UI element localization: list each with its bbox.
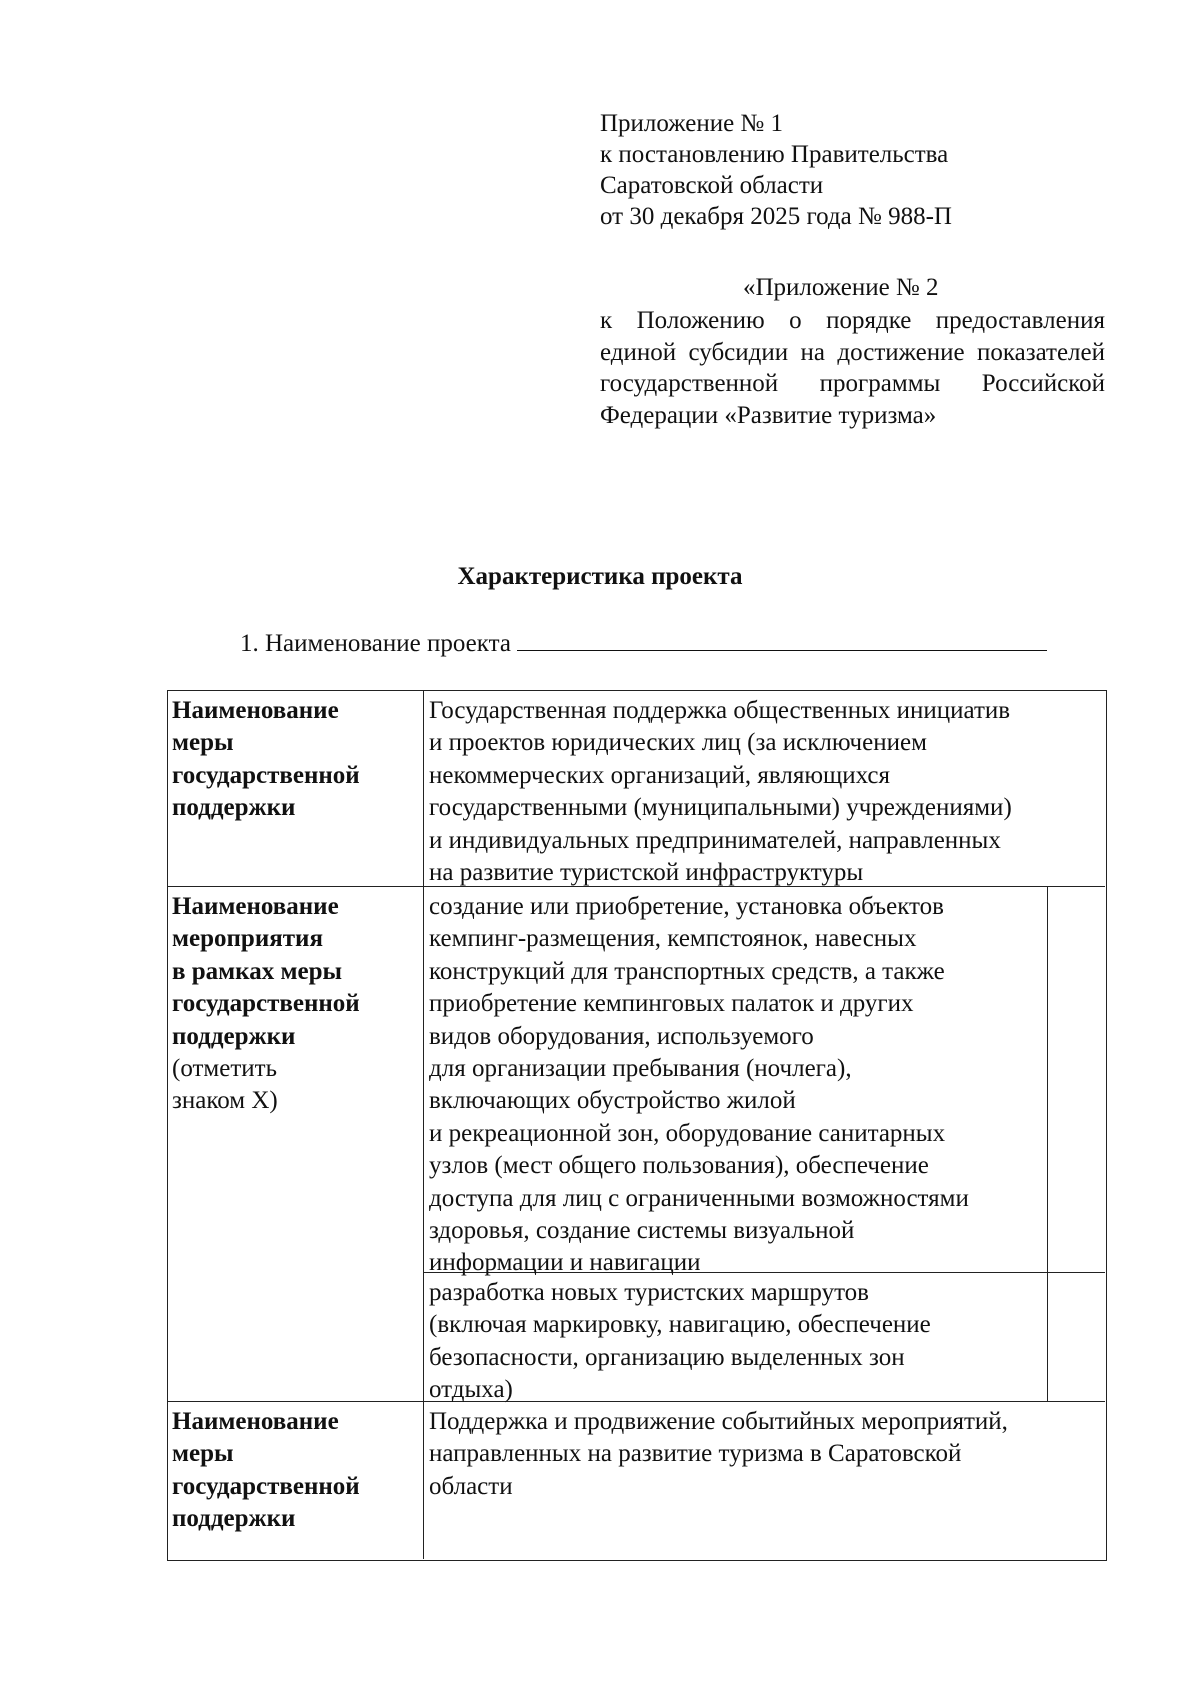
event-1-line: включающих обустройство жилой	[429, 1087, 796, 1115]
row-1-value-cell	[425, 691, 1105, 886]
row-1-label-line: меры	[172, 729, 234, 757]
annex-1-header	[600, 108, 952, 232]
annex-2-line: единой субсидии на достижение показателей	[600, 338, 1105, 366]
event-2-mark-box[interactable]	[1049, 1273, 1105, 1401]
annex-2-line: Федерации «Развитие туризма»	[600, 401, 937, 429]
event-1-cell	[425, 887, 1047, 1277]
row-1-value-line: и проектов юридических лиц (за исключением	[429, 729, 927, 757]
table-column-divider	[423, 691, 424, 1559]
row-1-label-line: государственной	[172, 761, 360, 789]
row-2-label-line: поддержки	[172, 1022, 296, 1050]
row-3-value-line: направленных на развитие туризма в Саратовской	[429, 1440, 962, 1468]
row-1-value-line: и индивидуальных предпринимателей, направленных	[429, 826, 1001, 854]
project-name-label: 1. Наименование проекта	[240, 630, 511, 657]
row-2-label-note: знаком Х)	[172, 1087, 278, 1115]
row-2-label-line: в рамках меры	[172, 957, 343, 985]
event-2-line: безопасности, организацию выделенных зон	[429, 1343, 905, 1371]
event-1-line: создание или приобретение, установка объектов	[429, 893, 944, 920]
annex-2-title: «Приложение № 2	[743, 274, 939, 301]
row-2-label-cell	[168, 887, 423, 1401]
event-1-line: конструкций для транспортных средств, а также	[429, 957, 945, 985]
row-1-value-line: государственными (муниципальными) учреждениями)	[429, 794, 1012, 822]
row-1-label-cell	[168, 691, 423, 886]
event-1-line: видов оборудования, используемого	[429, 1022, 814, 1050]
row-3-label-line: меры	[172, 1440, 234, 1468]
row-3-label-line: государственной	[172, 1472, 360, 1500]
event-1-line: для организации пребывания (ночлега),	[429, 1055, 852, 1083]
row-1-value-line: на развитие туристской инфраструктуры	[429, 859, 864, 887]
row-2-label-line: государственной	[172, 990, 360, 1018]
event-1-line: и рекреационной зон, оборудование санитарных	[429, 1119, 946, 1147]
row-1-value-line: некоммерческих организаций, являющихся	[429, 761, 890, 789]
event-2-line: разработка новых туристских маршрутов	[429, 1279, 869, 1306]
annex-1-line: Приложение № 1	[600, 110, 784, 137]
row-1-label-line: поддержки	[172, 794, 296, 822]
event-1-line: здоровья, создание системы визуальной	[429, 1217, 855, 1245]
measures-table	[167, 690, 1107, 1561]
annex-2-body	[600, 305, 1105, 431]
row-1-label-line: Наименование	[172, 697, 339, 724]
project-name-field	[240, 628, 1047, 658]
row-3-label-cell	[168, 1402, 423, 1559]
event-1-line: информации и навигации	[429, 1249, 701, 1277]
event-2-line: (включая маркировку, навигацию, обеспечение	[429, 1311, 931, 1339]
event-1-line: доступа для лиц с ограниченными возможностями	[429, 1184, 969, 1212]
event-2-cell	[425, 1273, 1047, 1404]
event-1-line: приобретение кемпинговых палаток и других	[429, 990, 914, 1018]
row-3-value-line: области	[429, 1472, 513, 1500]
row-2-label-line: мероприятия	[172, 925, 323, 953]
event-1-line: узлов (мест общего пользования), обеспечение	[429, 1152, 929, 1180]
row-3-label-line: поддержки	[172, 1505, 296, 1533]
row-2-label-line: Наименование	[172, 893, 339, 920]
row-3-value-cell	[425, 1402, 1105, 1559]
annex-2-line: государственной программы Российской	[600, 370, 1105, 397]
annex-1-line: к постановлению Правительства	[600, 141, 949, 168]
project-name-underline[interactable]	[517, 628, 1047, 651]
row-3-label-line: Наименование	[172, 1408, 339, 1435]
annex-1-line: от 30 декабря 2025 года № 988-П	[600, 203, 952, 230]
mark-column-divider	[1047, 886, 1048, 1401]
event-1-mark-box[interactable]	[1049, 887, 1105, 1272]
annex-1-line: Саратовской области	[600, 172, 824, 199]
row-3-value-line: Поддержка и продвижение событийных мероприятий,	[429, 1408, 1008, 1435]
event-1-line: кемпинг-размещения, кемпстоянок, навесных	[429, 925, 917, 953]
row-2-label-note: (отметить	[172, 1055, 277, 1083]
row-1-value-line: Государственная поддержка общественных инициатив	[429, 697, 1011, 724]
document-title: Характеристика проекта	[457, 563, 743, 590]
event-2-line: отдыха)	[429, 1376, 513, 1404]
annex-2-line: к Положению о порядке предоставления	[600, 307, 1105, 334]
